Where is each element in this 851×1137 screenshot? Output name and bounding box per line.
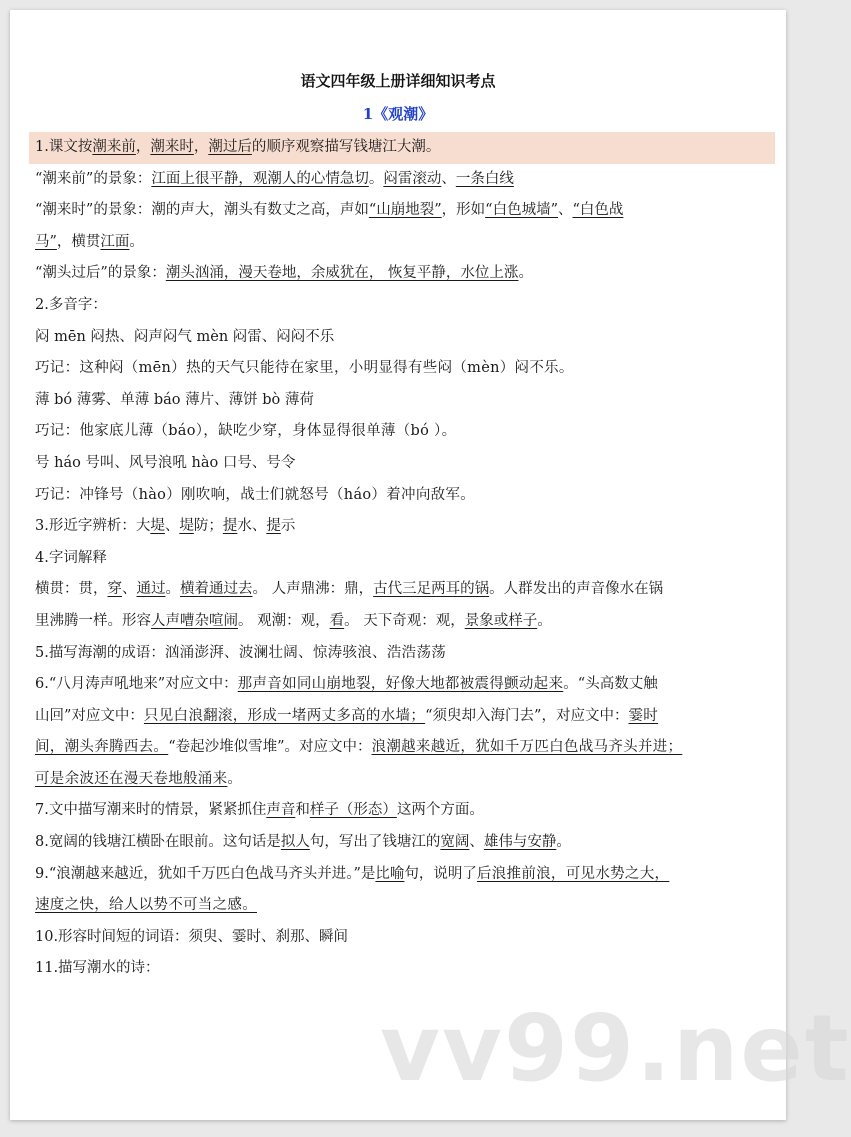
- underlined-key-point: 横着通过去: [180, 581, 253, 598]
- paragraph-line: [35, 795, 775, 827]
- underlined-key-point: “白色城墙”: [485, 202, 558, 219]
- paragraph-line: [35, 416, 775, 448]
- underlined-key-point: 堤: [179, 518, 194, 535]
- paragraph-line: [35, 385, 775, 417]
- text-segment: ，: [193, 139, 209, 155]
- text-segment: 。: [165, 581, 180, 598]
- underlined-key-point: “白色战: [572, 202, 624, 219]
- text-segment: 、: [122, 581, 137, 598]
- paragraph-line: [35, 543, 775, 575]
- text-segment: 3.形近字辨析：大: [35, 518, 151, 535]
- underlined-key-point: 通过: [136, 581, 166, 598]
- text-segment: 。 人声鼎沸：鼎，: [252, 581, 374, 598]
- underlined-key-point: 看: [329, 612, 345, 629]
- highlighted-paragraph-line: [29, 132, 775, 164]
- text-segment: 。人群发出的声音像水在锅: [489, 581, 664, 598]
- underlined-key-point: 浪潮越来越近，犹如千万匹白色战马齐头并进；: [371, 739, 683, 756]
- underlined-key-point: 比喻: [375, 865, 405, 882]
- underlined-key-point: 霎时: [628, 707, 659, 724]
- text-segment: 防；: [193, 518, 223, 535]
- paragraph-line: [35, 669, 775, 701]
- underlined-key-point: 只见白浪翻滚，形成一堵两丈多高的水墙；: [143, 707, 426, 724]
- text-segment: “潮头过后”的景象：: [35, 265, 166, 282]
- paragraph-line: [35, 258, 775, 290]
- text-segment: 和: [295, 802, 310, 819]
- paragraph-line: [35, 511, 775, 543]
- paragraph-line: [35, 732, 775, 764]
- underlined-key-point: 后浪推前浪，可见水势之大，: [476, 865, 670, 882]
- underlined-key-point: 马”: [35, 233, 57, 250]
- text-segment: 山回”对应文中：: [35, 707, 144, 724]
- paragraph-line: [35, 448, 775, 480]
- text-segment: 薄 bó 薄雾、单薄 báo 薄片、薄饼 bò 薄荷: [35, 391, 314, 408]
- text-segment: 9.“浪潮越来越近，犹如千万匹白色战马齐头并进。”是: [35, 865, 376, 882]
- paragraph-line: [35, 859, 775, 891]
- text-segment: 句，写出了钱塘江的: [309, 834, 441, 851]
- paragraph-line: [35, 764, 775, 796]
- text-segment: 号 háo 号叫、风号浪吼 hào 口号、号令: [35, 454, 296, 471]
- text-segment: 巧记：他家底儿薄（báo），缺吃少穿，身体显得很单薄（bó ）。: [35, 423, 457, 440]
- text-segment: 的顺序观察描写钱塘江大潮。: [251, 139, 441, 155]
- text-segment: 1.课文按: [35, 139, 93, 155]
- paragraph-line: [35, 574, 775, 606]
- underlined-key-point: 可是余波还在漫天卷地般涌来: [35, 770, 228, 787]
- text-segment: 10.形容时间短的词语：须臾、霎时、刹那、瞬间: [35, 928, 349, 945]
- text-segment: 示: [280, 518, 296, 535]
- underlined-key-point: 那声音如同山崩地裂，好像大地都被震得颤动起来: [237, 676, 564, 693]
- underlined-key-point: 间，潮头奔腾西去。: [35, 739, 169, 756]
- paragraph-line: [35, 353, 775, 385]
- underlined-key-point: 潮来时: [150, 139, 194, 155]
- text-segment: 。: [556, 834, 571, 851]
- text-segment: 、: [441, 170, 456, 187]
- underlined-key-point: 样子（形态）: [309, 802, 397, 819]
- underlined-key-point: “山崩地裂”: [368, 202, 442, 219]
- text-segment: 句，说明了: [404, 865, 477, 882]
- paragraph-line: [35, 606, 775, 638]
- text-segment: 6.“八月涛声吼地来”对应文中：: [35, 676, 238, 693]
- underlined-key-point: 古代三足两耳的锅: [373, 581, 490, 598]
- lesson-title: 1《观潮》: [362, 105, 434, 123]
- text-segment: 4.字词解释: [35, 549, 107, 566]
- text-segment: ，: [135, 139, 151, 155]
- text-segment: 5.描写海潮的成语：: [35, 644, 165, 661]
- text-segment: 。: [518, 265, 533, 282]
- text-segment: “卷起沙堆似雪堆”。对应文中：: [168, 739, 372, 756]
- underlined-key-point: 人声嘈杂喧闹: [151, 612, 238, 629]
- text-segment: 。: [227, 770, 242, 787]
- text-segment: 这两个方面。: [396, 802, 484, 819]
- text-segment: ，横贯: [56, 233, 101, 250]
- underlined-key-point: 一条白线: [455, 170, 514, 187]
- text-segment: 。: [368, 170, 384, 187]
- text-segment: 。: [129, 233, 144, 250]
- text-segment: 水、: [237, 518, 267, 535]
- text-segment: ，形如: [441, 202, 486, 219]
- paragraph-line: [35, 164, 775, 196]
- text-segment: 。 天下奇观：观，: [344, 612, 465, 629]
- underlined-key-point: 宽阔: [440, 834, 470, 851]
- underlined-key-point: 声音: [266, 802, 296, 819]
- text-segment: 巧记：冲锋号（hào）刚吹响，战士们就怒号（háo）着冲向敌军。: [35, 486, 476, 503]
- watermark: vv99.net: [380, 995, 851, 1102]
- document-title: 语文四年级上册详细知识考点: [300, 72, 496, 90]
- text-segment: 闷 mēn 闷热、闷声闷气 mèn 闷雷、闷闷不乐: [35, 328, 335, 345]
- text-segment: 7.文中描写潮来时的情景，紧紧抓住: [35, 802, 267, 819]
- paragraph-line: [35, 480, 775, 512]
- text-segment: 、: [557, 202, 573, 219]
- text-segment: 8.宽阔的钱塘江横卧在眼前。这句话是: [35, 834, 281, 851]
- underlined-key-point: 穿: [107, 581, 122, 598]
- text-segment: “潮来时”的景象：潮的声大，潮头有数丈之高，声如: [35, 202, 369, 219]
- text-segment: 横贯：贯，: [35, 581, 108, 598]
- paragraph-line: [35, 953, 775, 985]
- text-segment: 2.多音字：: [35, 296, 107, 313]
- underlined-key-point: 堤: [150, 518, 165, 535]
- underlined-key-point: 雄伟与安静: [483, 834, 557, 851]
- document-body: [35, 132, 775, 985]
- underlined-key-point: 潮过后: [208, 139, 252, 155]
- underlined-key-point: 拟人: [280, 834, 310, 851]
- paragraph-line: [35, 638, 775, 670]
- paragraph-line: [35, 322, 775, 354]
- underlined-key-point: 江面: [100, 233, 130, 250]
- text-segment: 、: [469, 834, 484, 851]
- text-segment: “须臾却入海门去”，对应文中：: [425, 707, 629, 724]
- underlined-key-point: 闷雷滚动: [383, 170, 442, 187]
- underlined-key-point: 潮头汹涌，漫天卷地，余威犹在， 恢复平静，水位上涨: [165, 265, 519, 282]
- text-segment: 。: [537, 612, 552, 629]
- paragraph-line: [35, 227, 775, 259]
- underlined-key-point: 提: [266, 518, 281, 535]
- underlined-key-point: 速度之快，给人以势不可当之感。: [35, 897, 257, 914]
- text-segment: 巧记：这种闷（mēn）热的天气只能待在家里，小明显得有些闷（mèn）闷不乐。: [35, 360, 574, 377]
- text-segment: 。 观潮：观，: [238, 612, 330, 629]
- paragraph-line: [35, 922, 775, 954]
- paragraph-line: [35, 290, 775, 322]
- document-page: [10, 10, 851, 1120]
- underlined-key-point: 江面上很平静，观潮人的心情急切: [151, 170, 369, 187]
- paragraph-line: [35, 890, 775, 922]
- text-segment: “潮来前”的景象：: [35, 170, 152, 187]
- text-segment: 11.描写潮水的诗：: [35, 960, 160, 977]
- paragraph-line: [35, 827, 775, 859]
- underlined-key-point: 潮来前: [92, 139, 136, 155]
- paragraph-line: [35, 701, 775, 733]
- text-segment: 。“头高数丈触: [563, 676, 658, 693]
- paragraph-line: [35, 195, 775, 227]
- text-segment: 里沸腾一样。形容: [35, 612, 151, 629]
- underlined-key-point: 提: [222, 518, 238, 535]
- underlined-key-point: 景象或样子: [464, 612, 538, 629]
- text-segment: 汹涌澎湃、波澜壮阔、惊涛骇浪、浩浩荡荡: [164, 644, 447, 661]
- text-segment: 、: [164, 518, 180, 535]
